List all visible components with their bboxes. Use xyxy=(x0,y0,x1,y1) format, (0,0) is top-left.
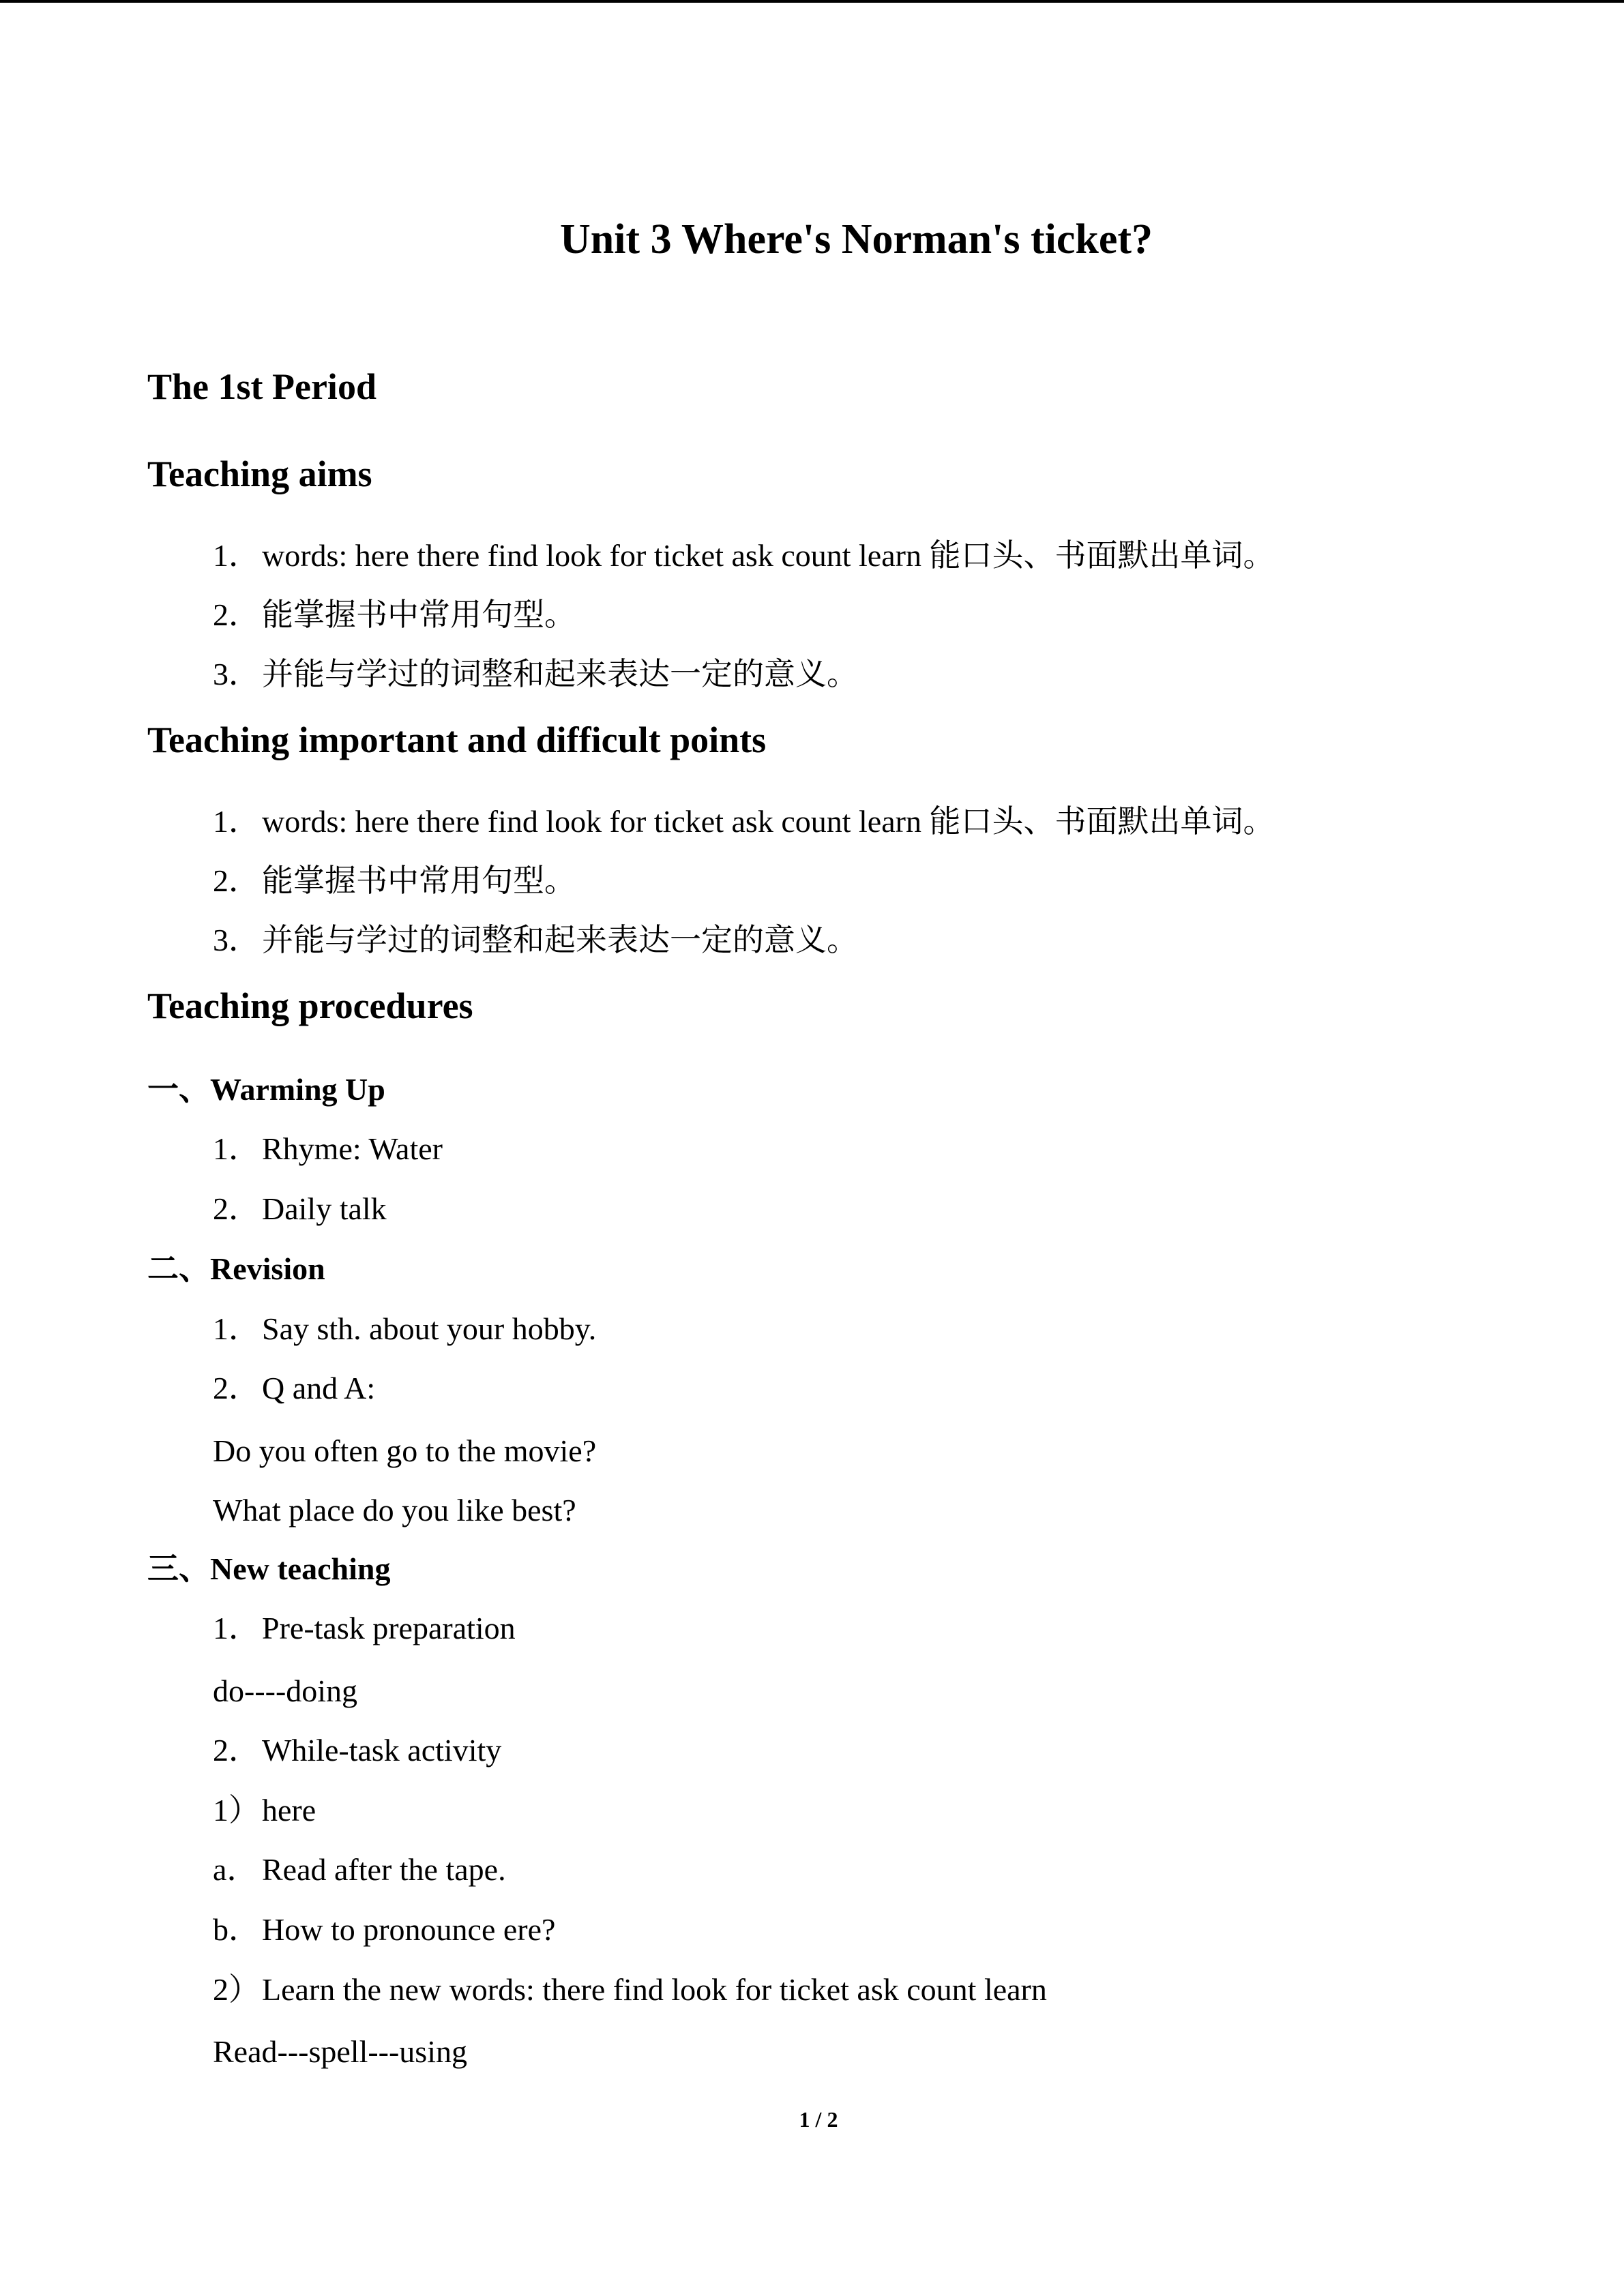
pre-task-item: 1．Pre-task preparation xyxy=(213,1611,516,1645)
aims-item-1: 1．words: here there find look for ticket ask count learn 能口头、书面默出单词。 xyxy=(213,538,1275,573)
revision-line-2: What place do you like best? xyxy=(213,1493,576,1527)
points-heading: Teaching important and difficult points xyxy=(147,719,767,760)
warming-heading: 一、Warming Up xyxy=(147,1072,385,1107)
sub-item-1: 1）here xyxy=(213,1793,316,1828)
sub-item-b: b．How to pronounce ere? xyxy=(213,1912,556,1947)
pre-task-line: do----doing xyxy=(213,1673,358,1708)
page-number: 1 / 2 xyxy=(799,2107,838,2132)
revision-item-1: 1．Say sth. about your hobby. xyxy=(213,1311,597,1346)
points-item-3: 3．并能与学过的词整和起来表达一定的意义。 xyxy=(213,923,858,957)
procedures-heading: Teaching procedures xyxy=(147,985,473,1026)
while-task-item: 2．While-task activity xyxy=(213,1733,502,1768)
warming-item-2: 2．Daily talk xyxy=(213,1191,387,1226)
aims-item-3: 3．并能与学过的词整和起来表达一定的意义。 xyxy=(213,657,858,691)
revision-heading: 二、Revision xyxy=(147,1251,325,1286)
points-item-1: 1．words: here there find look for ticket ask count learn 能口头、书面默出单词。 xyxy=(213,804,1275,839)
aims-item-2: 2．能掌握书中常用句型。 xyxy=(213,597,576,632)
aims-heading: Teaching aims xyxy=(147,453,372,494)
sub-item-2: 2）Learn the new words: there find look for ticket ask count learn xyxy=(213,1972,1047,2007)
last-line: Read---spell---using xyxy=(213,2034,467,2069)
points-item-2: 2．能掌握书中常用句型。 xyxy=(213,863,576,898)
warming-item-1: 1．Rhyme: Water xyxy=(213,1131,443,1166)
revision-line-1: Do you often go to the movie? xyxy=(213,1433,597,1468)
revision-item-2: 2．Q and A: xyxy=(213,1371,376,1405)
new-teaching-heading: 三、New teaching xyxy=(147,1551,391,1586)
sub-item-a: a． Read after the tape. xyxy=(213,1852,506,1887)
page-top-border xyxy=(0,0,1624,3)
document-title: Unit 3 Where's Norman's ticket? xyxy=(559,216,1153,263)
period-heading: The 1st Period xyxy=(147,366,377,407)
